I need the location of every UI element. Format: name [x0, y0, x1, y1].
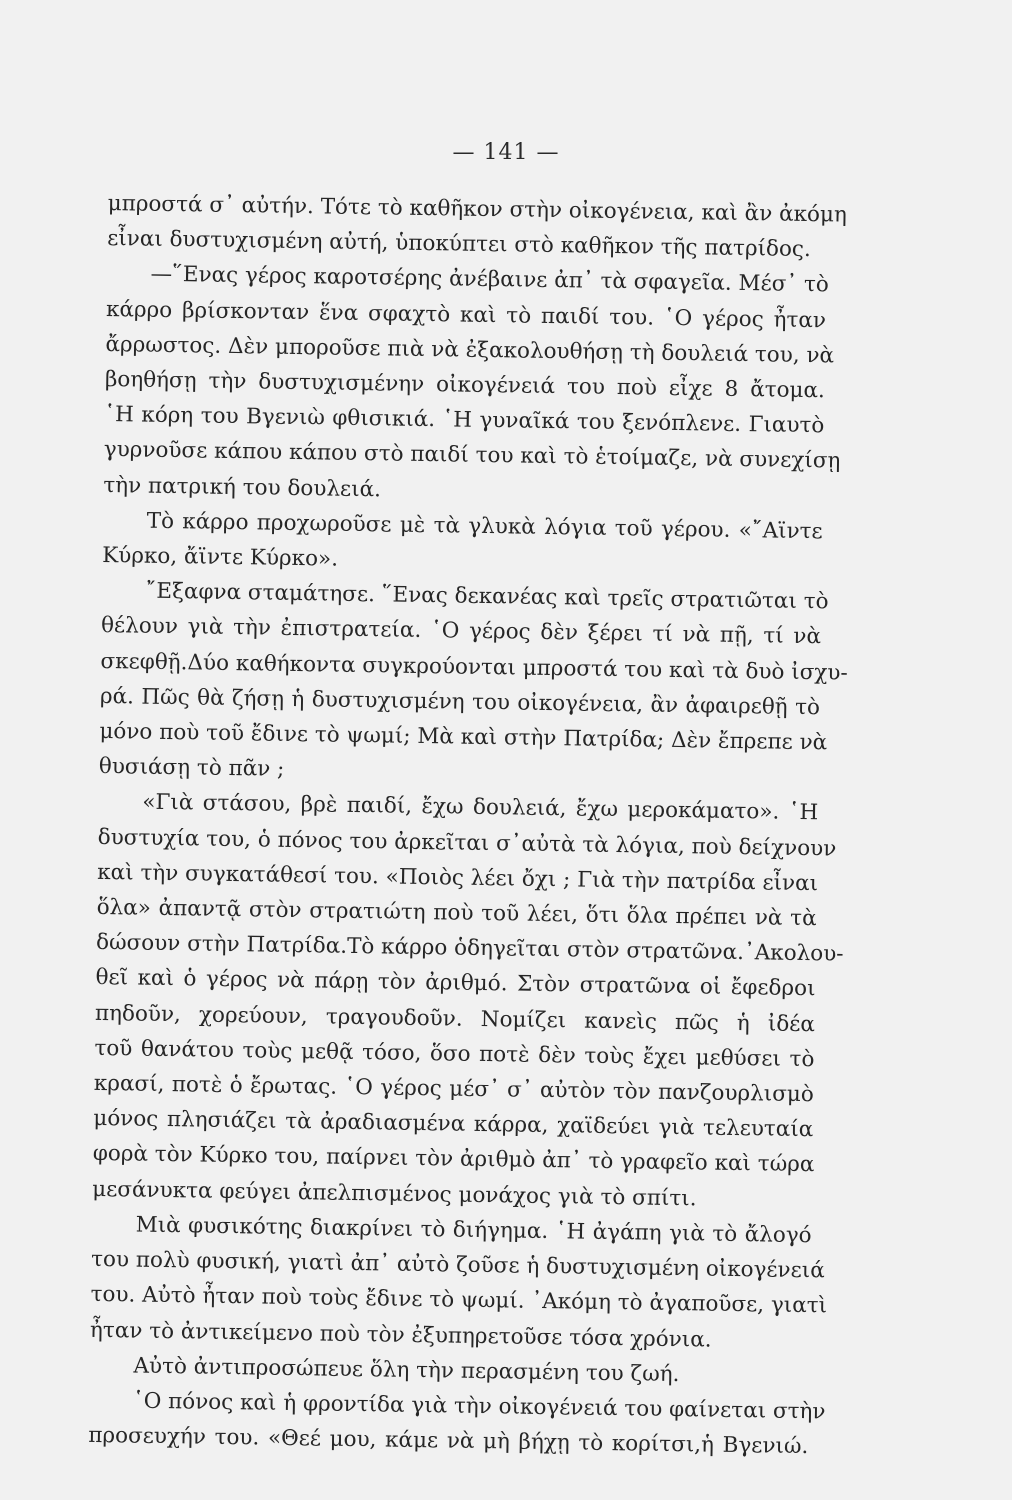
text-line: θεῖ καὶ ὁ γέρος νὰ πάρῃ τὸν ἀριθμό. Στὸν στρατῶνα οἱ ἔφεδροι — [95, 965, 816, 1002]
text-line: Κύρκο, ἄϊντε Κύρκο». — [101, 542, 339, 572]
text-line: ἦταν τὸ ἀντικείμενο ποὺ τὸν ἐξυπηρετοῦσε τόσα χρόνια. — [89, 1317, 712, 1353]
text-line: ῎Εξαφνα σταμάτησε. ῞Ενας δεκανέας καὶ τρεῖς στρατιῶται τὸ — [145, 578, 829, 615]
text-line: τὴν πατρική του δουλειά. — [103, 472, 382, 502]
text-line: εἶναι δυστυχισμένη αὐτή, ὑποκύπτει στὸ καθῆκον τῆς πατρίδος. — [106, 226, 811, 263]
text-line: του πολὺ φυσική, γιατὶ ἀπ᾿ αὐτὸ ζοῦσε ἡ δυστυχισμένη οἰκογένειά — [90, 1246, 825, 1284]
text-line: φορὰ τὸν Κύρκο του, παίρνει τὸν ἀριθμὸ ἀπ᾿ τὸ γραφεῖο καὶ τώρα — [92, 1141, 815, 1178]
body-text — [88, 186, 848, 1464]
text-line: προσευχήν του. «Θεέ μου, κάμε νὰ μὴ βήχῃ τὸ κορίτσι,ἡ Βγενιώ. — [88, 1422, 809, 1460]
page-number: — 141 — — [452, 140, 560, 165]
text-line: καὶ τὴν συγκατάθεσί του. «Ποιὸς λέει ὄχι ; Γιὰ τὴν πατρίδα εἶναι — [97, 859, 819, 897]
text-line: τοῦ θανάτου τοὺς μεθᾷ τόσο, ὅσο ποτὲ δὲν τοὺς ἔχει μεθύσει τὸ — [94, 1035, 815, 1073]
text-line: μεσάνυκτα φεύγει ἀπελπισμένος μονάχος γιὰ τὸ σπίτι. — [92, 1176, 697, 1212]
text-line: Μιὰ φυσικότης διακρίνει τὸ διήγημα. ῾Η ἀγάπη γιὰ τὸ ἄλογό — [135, 1212, 812, 1249]
text-line: ὅλα» ἀπαντᾷ στὸν στρατιώτη ποὺ τοῦ λέει, ὅτι ὅλα πρέπει νὰ τὰ — [96, 894, 817, 932]
text-line: «Γιὰ στάσου, βρὲ παιδί, ἔχω δουλειά, ἔχω μεροκάματο». ῾Η — [142, 790, 819, 826]
text-line: ῾Η κόρη του Βγενιὼ φθισικιά. ῾Η γυναῖκά του ξενόπλενε. Γιαυτὸ — [104, 402, 825, 439]
text-line: μόνος πλησιάζει τὰ ἀραδιασμένα κάρρα, χαϊδεύει γιὰ τελευταία — [93, 1106, 814, 1143]
text-line: —῞Ενας γέρος καροτσέρης ἀνέβαινε ἀπ᾿ τὰ σφαγεῖα. Μέσ᾿ τὸ — [150, 262, 829, 298]
text-line: θέλουν γιὰ τὴν ἐπιστρατεία. ῾Ο γέρος δὲν ξέρει τί νὰ πῇ, τί νὰ — [100, 613, 822, 650]
text-line: Τὸ κάρρο προχωροῦσε μὲ τὰ γλυκὰ λόγια τοῦ γέρου. «῎Αϊντε — [146, 508, 823, 545]
text-line: κάρρο βρίσκονταν ἕνα σφαχτὸ καὶ τὸ παιδί του. ῾Ο γέρος ἦταν — [105, 296, 827, 333]
text-line: μόνο ποὺ τοῦ ἔδινε τὸ ψωμί; Μὰ καὶ στὴν Πατρίδα; Δὲν ἔπρεπε νὰ — [99, 718, 828, 756]
text-line: Αὐτὸ ἀντιπροσώπευε ὅλη τὴν περασμένη του ζωή. — [133, 1353, 680, 1387]
text-line: βοηθήσῃ τὴν δυστυχισμένην οἰκογένειά του ποὺ εἶχε 8 ἄτομα. — [104, 366, 826, 404]
text-line: γυρνοῦσε κάπου κάπου στὸ παιδί του καὶ τὸ ἑτοίμαζε, νὰ συνεχίσῃ — [103, 437, 841, 474]
text-line: ἄρρωστος. Δὲν μποροῦσε πιὰ νὰ ἐξακολουθήσῃ τὴ δουλειά του, νὰ — [105, 331, 835, 369]
text-line: ρά. Πῶς θὰ ζήσῃ ἡ δυστυχισμένη του οἰκογένεια, ἂν ἀφαιρεθῇ τὸ — [99, 683, 821, 721]
text-line: θυσιάσῃ τὸ πᾶν ; — [98, 754, 285, 783]
text-line: του. Αὐτὸ ἦταν ποὺ τοὺς ἔδινε τὸ ψωμί. ᾿Ακόμη τὸ ἀγαποῦσε, γιατὶ — [90, 1282, 828, 1319]
text-line: σκεφθῇ.Δύο καθήκοντα συγκρούονται μπροστά του καὶ τὰ δυὸ ἰσχυ- — [100, 648, 848, 686]
text-line: μπροστά σ᾿ αὐτήν. Τότε τὸ καθῆκον στὴν οἰκογένεια, καὶ ἂν ἀκόμη — [107, 190, 848, 228]
text-line: πηδοῦν, χορεύουν, τραγουδοῦν. Νομίζει κανεὶς πῶς ἡ ἰδέα — [94, 1000, 816, 1037]
text-line: δυστυχία του, ὁ πόνος του ἀρκεῖται σ᾿αὐτὰ τὰ λόγια, ποὺ δείχνουν — [97, 824, 837, 862]
text-line: κρασί, ποτὲ ὁ ἔρωτας. ῾Ο γέρος μέσ᾿ σ᾿ αὐτὸν τὸν πανζουρλισμὸ — [93, 1070, 815, 1108]
text-line: ῾Ο πόνος καὶ ἡ φροντίδα γιὰ τὴν οἰκογένειά του φαίνεται στὴν — [132, 1388, 826, 1425]
text-line: δώσουν στὴν Πατρίδα.Τὸ κάρρο ὁδηγεῖται στὸν στρατῶνα.᾿Ακολου- — [95, 930, 844, 967]
